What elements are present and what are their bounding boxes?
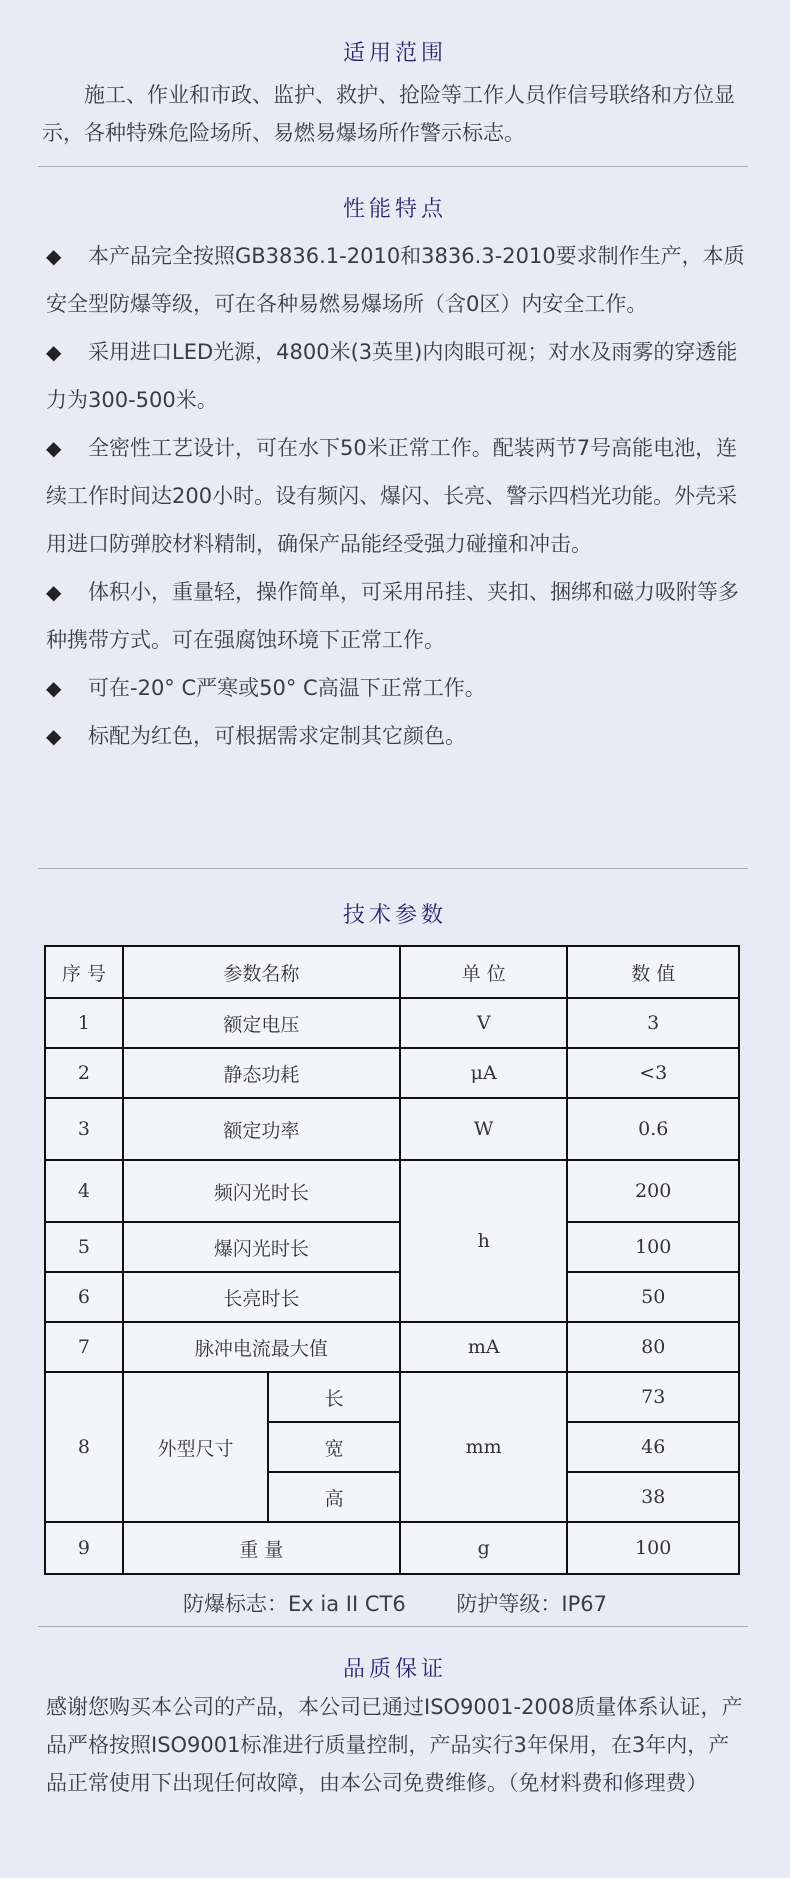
table-row: 4 频闪光时长 h 200 [45,1160,739,1222]
feature-item: ◆ 采用进口LED光源，4800米(3英里)内肉眼可视；对水及雨雾的穿透能力为300-500米。 [46,328,746,424]
diamond-bullet-icon: ◆ [46,724,62,748]
feature-item: ◆ 标配为红色，可根据需求定制其它颜色。 [46,712,746,760]
unit-hours: h [400,1160,568,1322]
unit-mm: mm [400,1372,568,1522]
table-row: 宽 46 [45,1422,739,1472]
quality-text: 感谢您购买本公司的产品，本公司已通过ISO9001-2008质量体系认证，产品严格按照ISO9001标准进行质量控制，产品实行3年保用，在3年内，产品正常使用下出现任何故障，由本公司免费维修。（免材料费和修理费） [46,1695,743,1795]
quality-title: 品质保证 [342,1657,447,1682]
header-no: 序 号 [45,946,123,998]
diamond-bullet-icon: ◆ [46,244,62,268]
divider [38,1626,748,1627]
header-name: 参数名称 [123,946,400,998]
explosion-mark: 防爆标志：Ex ia II CT6 [183,1592,406,1616]
scope-title: 适用范围 [342,41,447,66]
table-row: 1 额定电压 V 3 [45,998,739,1048]
diamond-bullet-icon: ◆ [46,580,62,604]
protection-level: 防护等级：IP67 [456,1592,607,1616]
table-row: 2 静态功耗 μA <3 [45,1048,739,1098]
scope-text: 施工、作业和市政、监护、救护、抢险等工作人员作信号联络和方位显示，各种特殊危险场所、易燃易爆场所作警示标志。 [42,83,735,145]
table-row: 9 重 量 g 100 [45,1522,739,1574]
features-title: 性能特点 [342,197,447,222]
header-unit: 单 位 [400,946,568,998]
params-title: 技术参数 [342,903,447,928]
table-row: 高 38 [45,1472,739,1522]
table-row: 3 额定功率 W 0.6 [45,1098,739,1160]
feature-item: ◆ 可在-20° C严寒或50° C高温下正常工作。 [46,664,746,712]
params-table [44,945,740,1575]
feature-item: ◆ 本产品完全按照GB3836.1-2010和3836.3-2010要求制作生产，本质安全型防爆等级，可在各种易燃易爆场所（含0区）内安全工作。 [46,232,746,328]
dimension-label: 外型尺寸 [123,1372,269,1522]
features-list [46,232,746,760]
feature-item: ◆ 全密性工艺设计，可在水下50米正常工作。配装两节7号高能电池，连续工作时间达200小时。设有频闪、爆闪、长亮、警示四档光功能。外壳采用进口防弹胶材料精制，确保产品能经受强力碰撞和冲击。 [46,424,746,568]
table-row: 5 爆闪光时长 100 [45,1222,739,1272]
header-value: 数 值 [567,946,739,998]
certification-line [0,1588,790,1618]
diamond-bullet-icon: ◆ [46,436,62,460]
diamond-bullet-icon: ◆ [46,676,62,700]
divider [38,166,748,167]
feature-item: ◆ 体积小，重量轻，操作简单，可采用吊挂、夹扣、捆绑和磁力吸附等多种携带方式。可在强腐蚀环境下正常工作。 [46,568,746,664]
table-header-row [45,946,739,998]
divider [38,868,748,869]
diamond-bullet-icon: ◆ [46,340,62,364]
table-row: 6 长亮时长 50 [45,1272,739,1322]
table-row: 8 外型尺寸 长 mm 73 [45,1372,739,1422]
table-row: 7 脉冲电流最大值 mA 80 [45,1322,739,1372]
